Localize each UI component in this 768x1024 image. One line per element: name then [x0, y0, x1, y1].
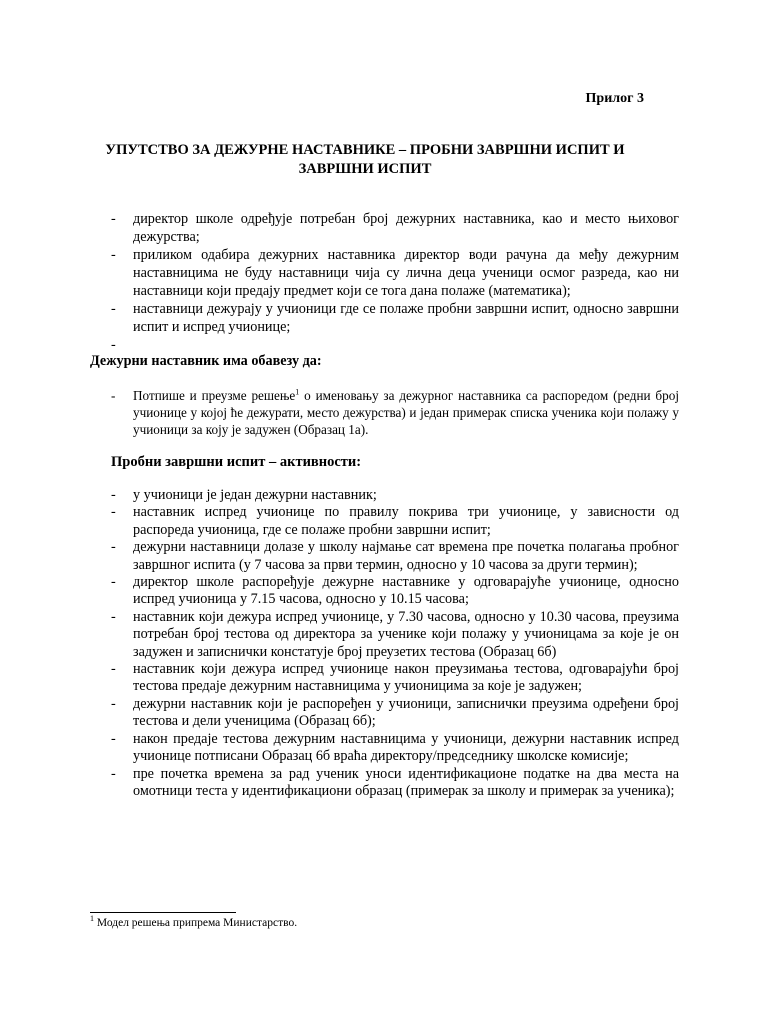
list-item: - приликом одабира дежурних наставника директор води рачуна да међу дежурним наставницима не буду наставници чија су лична деца ученици осмог разреда, као ни наставници који предају предмет који се тога дана полаже (математика);	[111, 246, 679, 300]
probni-heading: Пробни завршни испит – активности:	[111, 454, 362, 470]
list-item: - пре почетка времена за рад ученик уноси идентификационе податке на два места на омотници теста у идентификациони образац (примерак за школу и примерак за ученика);	[111, 766, 679, 801]
document-title	[70, 141, 660, 179]
duty-heading: Дежурни наставник има обавезу да:	[90, 353, 322, 369]
list-item: - у учионици је један дежурни наставник;	[111, 487, 679, 504]
list-item: - наставник испред учионице по правилу покрива три учионице, у зависности од распореда учионица, где се полаже пробни завршни испит;	[111, 504, 679, 539]
list-item: - дежурни наставници долазе у школу најмање сат времена пре почетка полагања пробног завршног испита (у 7 часова за први термин, односно у 10 часова за други термин);	[111, 539, 679, 574]
footnote-text: Модел решења припрема Министарство.	[94, 917, 298, 929]
list-item: - дежурни наставник који је распоређен у учионици, записнички преузима одређени број тестова и дели ученицима (Образац 6б);	[111, 696, 679, 731]
annex-label: Прилог 3	[585, 91, 644, 106]
list-item: - директор школе одређује потребан број дежурних наставника, као и место њиховог дежурства;	[111, 210, 679, 246]
list-item: - директор школе распоређује дежурне наставнике у одговарајуће учионице, односно испред учионица у 7.15 часова, односно у 10.15 часова;	[111, 574, 679, 609]
list-item: - наставници дежурају у учионици где се полаже пробни завршни испит, односно завршни испит и испред учионице;	[111, 300, 679, 336]
footnote	[90, 914, 298, 929]
duty-item-part1: Потпише и преузме решење	[133, 388, 296, 403]
footnote-number: 1	[90, 914, 94, 924]
intro-list	[111, 210, 679, 354]
title-line-2: ЗАВРШНИ ИСПИТ	[298, 161, 432, 177]
duty-list	[111, 387, 679, 438]
footnote-separator	[90, 912, 236, 913]
list-item	[111, 387, 679, 438]
probni-activities-list	[111, 487, 679, 800]
duty-item-part2: о именовању за дежурног наставника са распоредом (редни број учионице у којој ће дежурати, место дежурства) и један примерак списка ученика који полажу у учионици за коју је задужен (Образац 1а).	[133, 388, 679, 437]
list-item: - наставник који дежура испред учионице, у 7.30 часова, односно у 10.30 часова, преузима потребан број тестова од директора за ученике који полажу у учионицама за које је он задужен и записнички констатује број преузетих тестова (Образац 6б)	[111, 609, 679, 661]
title-line-1: УПУТСТВО ЗА ДЕЖУРНЕ НАСТАВНИКЕ – ПРОБНИ ЗАВРШНИ ИСПИТ И	[105, 142, 625, 158]
list-item	[111, 336, 679, 354]
list-item: - наставник који дежура испред учионице након преузимања тестова, одговарајући број тестова предаје дежурним наставницима у учионицима за које је задужен;	[111, 661, 679, 696]
footnote-reference: 1	[295, 387, 300, 397]
list-item: - након предаје тестова дежурним наставницима у учионици, дежурни наставник испред учионице потписани Образац 6б враћа директору/председнику школске комисије;	[111, 731, 679, 766]
